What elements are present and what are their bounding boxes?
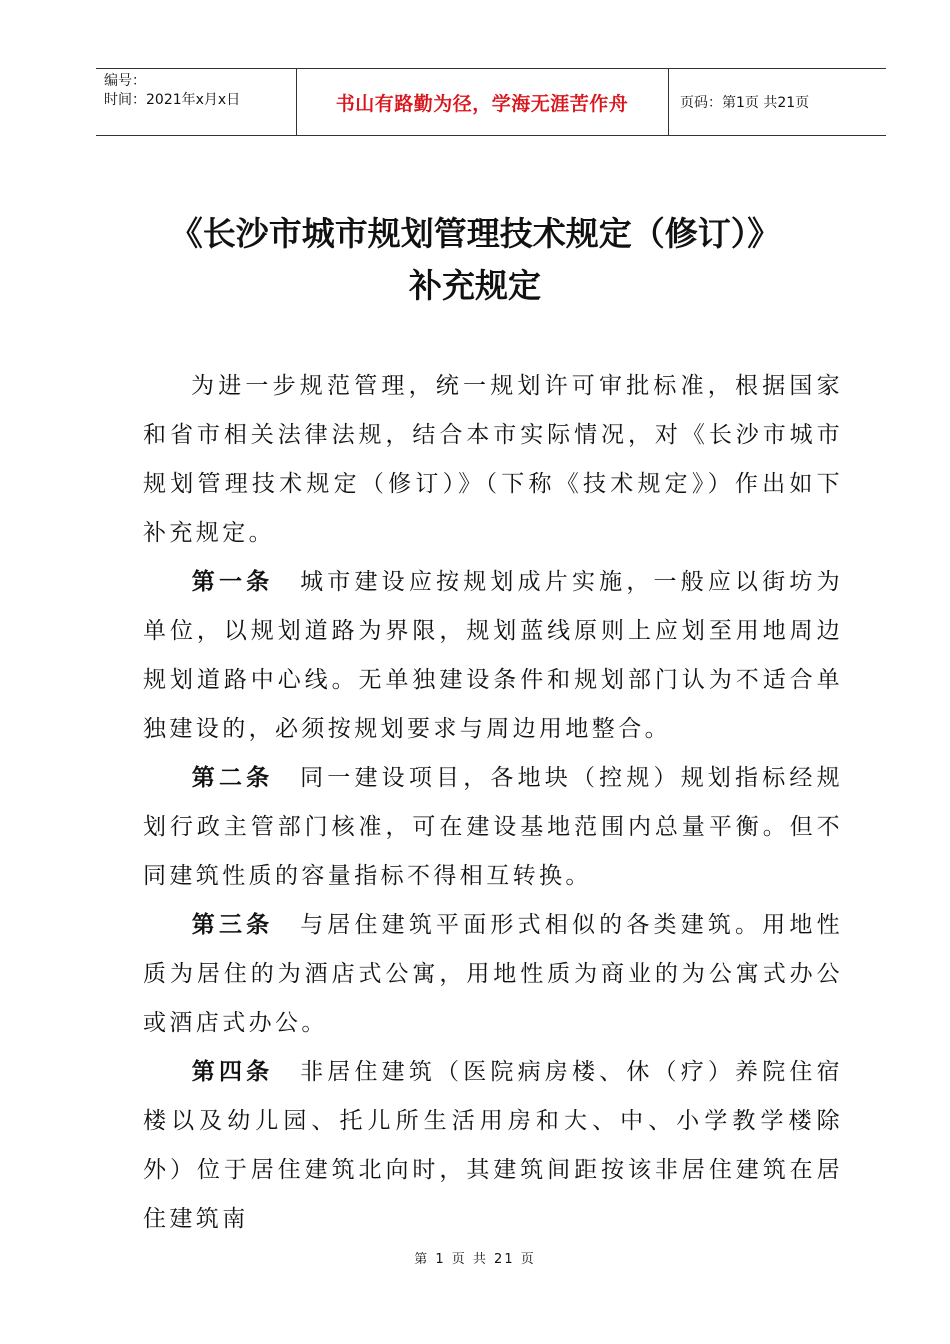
document-header	[96, 68, 886, 136]
time-label: 时间：2021年x月x日	[104, 92, 241, 108]
article-label: 第二条	[191, 765, 274, 791]
article-label: 第四条	[191, 1059, 274, 1085]
article-label: 第三条	[191, 912, 274, 938]
header-page-cell	[668, 69, 886, 135]
header-motto-cell	[296, 69, 669, 135]
page-info: 页码：第1页 共21页	[680, 95, 810, 111]
intro-paragraph: 为进一步规范管理，统一规划许可审批标准，根据国家和省市相关法律法规，结合本市实际情况，对《长沙市城市规划管理技术规定（修订）》（下称《技术规定》）作出如下补充规定。	[143, 373, 843, 546]
document-title-line-1: 《长沙市城市规划管理技术规定（修订）》	[169, 214, 781, 253]
article-text: 城市建设应按规划成片实施，一般应以街坊为单位，以规划道路为界限，规划蓝线原则上应划至用地周边规划道路中心线。无单独建设条件和规划部门认为不适合单独建设的，必须按规划要求与周边用地整合。	[143, 569, 844, 742]
header-meta-cell	[96, 69, 297, 135]
article-paragraph	[143, 754, 843, 901]
document-title-line-2: 补充规定	[409, 266, 541, 305]
article-text: 与居住建筑平面形式相似的各类建筑。用地性质为居住的为酒店式公寓，用地性质为商业的为公寓式办公或酒店式办公。	[143, 912, 844, 1036]
motto-text: 书山有路勤为径，学海无涯苦作舟	[335, 92, 629, 115]
document-body	[143, 362, 843, 1244]
article-paragraph	[143, 558, 843, 754]
article-paragraph	[143, 1048, 843, 1244]
article-label: 第一条	[191, 569, 274, 595]
article-text: 同一建设项目，各地块（控规）规划指标经规划行政主管部门核准，可在建设基地范围内总量平衡。但不同建筑性质的容量指标不得相互转换。	[143, 765, 844, 889]
page-footer: 第 1 页 共 21 页	[414, 1252, 536, 1267]
article-paragraph	[143, 901, 843, 1048]
article-text: 非居住建筑（医院病房楼、休（疗）养院住宿楼以及幼儿园、托儿所生活用房和大、中、小学教学楼除外）位于居住建筑北向时，其建筑间距按该非居住建筑在居住建筑南	[143, 1059, 844, 1232]
number-label: 编号：	[104, 73, 146, 89]
